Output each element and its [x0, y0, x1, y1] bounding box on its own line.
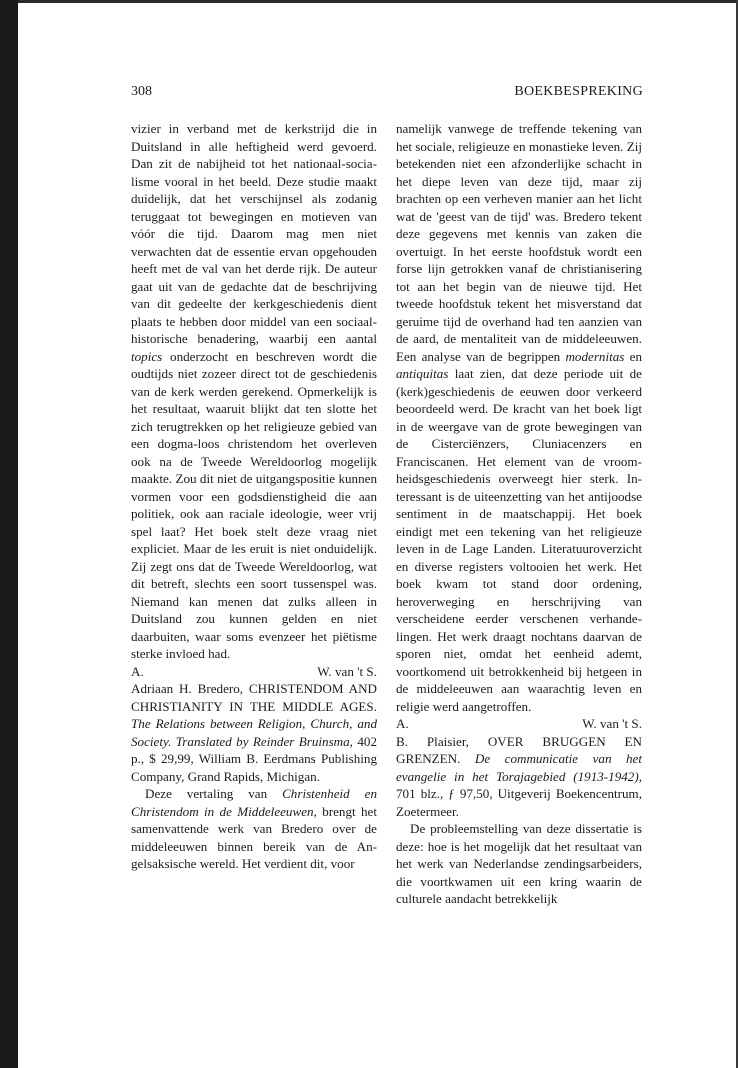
- review-body-paragraph: vizier in verband met de kerkstrijd die in Duitsland in alle heftigheid werd gevoerd. Dan zit de nabijheid tot het nationaal-socialisme vooral in het beeld. Deze studie maakt duidelijk, dat het verschijnsel als zodanig teruggaat tot bewegingen en motieven van vóór die tijd. Daarom mag men niet verwachten dat de essentie ervan opgehouden heeft met de val van het derde rijk. De auteur gaat uit van de gedachte dat de beschrijving van dit gedeelte der kerkgeschiedenis dient plaats te hebben door middel van een sociaal-historische benadering, waarbij een aantal topics onderzocht en beschreven wordt die oudtijds niet zozeer direct tot de geschiedenis van de kerk werden gerekend. Opmerkelijk is het resultaat, waaruit blijkt dat ten slotte het zich terugtrekken op het religieuze gebied van een dogma-loos christendom het overleven ook na de Tweede Wereldoorlog mogelijk maakte. Zou dit niet de uitgangspositie kunnen vormen voor een godsdienstigheid die aan politiek, ook aan raciale ideologie, weer vrij spel laat? Het boek stelt deze vraag niet expliciet. Maar de les eruit is niet onduidelijk. Zij zegt ons dat de Tweede Wereldoorlog, wat dit betreft, slechts een soort tussenspel was. Niemand kan menen dat zulks alleen in Duitsland zou kunnen gelden en niet daarbuiten, waar soms evenzeer het piëtisme sterke invloed had.: [131, 121, 377, 661]
- signature-line: [396, 715, 642, 733]
- review-body-paragraph: De probleemstelling van deze dissertatie is deze: hoe is het mogelijk dat het resultaat van het werk van Nederlandse zendingsarbeiders, die voortkwamen uit een kring waarin de culturele aandacht betrekkelijk: [396, 821, 642, 906]
- signature-initial: A.: [131, 663, 144, 679]
- reviewer-name: W. van 't S.: [317, 663, 377, 679]
- running-head: BOEKBESPREKING: [514, 84, 643, 99]
- book-citation: B. Plaisier, OVER BRUGGEN EN GRENZEN. De communicatie van het evangelie in het Torajagebied (1913-1942), 701 blz., ƒ 97,50, Uitgeverij Boekencentrum, Zoetermeer.: [396, 733, 642, 819]
- review-body-paragraph: Deze vertaling van Christenheid en Christendom in de Middeleeuwen, brengt het samenvattende werk van Bredero over de middeleeuwen binnen bereik van de Angelsaksische wereld. Het verdient dit, voor: [131, 786, 377, 871]
- right-column: [396, 120, 642, 908]
- page-number: 308: [131, 84, 152, 99]
- review-body-paragraph: namelijk vanwege de treffende tekening van het sociale, religieuze en monastieke leven. Zij betekenden niet een afzonderlijke schacht in het diepe leven van deze tijd, maar zij brachten op een verheven manier aan het licht wat de 'geest van de tijd' was. Bredero tekent deze gegevens met kennis van zaken die overtuigt. In het eerste hoofdstuk wordt een forse lijn getrokken vanaf de christianisering tot aan het begin van de nieuwe tijd. Het tweede hoofdstuk tekent het misverstand dat geruime tijd de overhand had ten aanzien van de aard, de mentaliteit van de middeleeuwen. Een analyse van de begrippen modernitas en antiquitas laat zien, dat deze periode uit de (kerk)geschiedenis de eeuwen door verkeerd beoordeeld werd. De kracht van het boek ligt in de weergave van de grote bewegingen van de Cisterciënzers, Cluniacenzers en Franciscanen. Het element van de vroomheidsgeschiedenis overweegt hier sterk. Interessant is de uiteenzetting van het antijoodse sentiment in de maatschappij. Het boek eindigt met een tekening van het religieuze leven in de Lage Landen. Literatuuroverzicht en diverse registers voltooien het werk. Het boek kwam tot stand door ordening, heroverweging en herschrijving van verscheidene eerder verschenen verhandelingen. Het werk draagt nochtans daarvan de sporen niet, omdat het eenheid ademt, voortkomend uit betrokkenheid bij hetgeen in de middeleeuwen aan waarachtig leven en religie werd aangetroffen.: [396, 121, 642, 714]
- reviewer-name: W. van 't S.: [582, 716, 642, 731]
- scan-edge-top: [0, 0, 738, 3]
- book-citation: Adriaan H. Bredero, CHRISTENDOM AND CHRISTIANITY IN THE MIDDLE AGES. The Relations between Religion, Church, and Society. Translated by Reinder Bruinsma, 402 p., $ 29,99, William B. Eerdmans Publishing Company, Grand Rapids, Michigan.: [131, 681, 378, 784]
- scan-edge-left: [0, 0, 18, 1068]
- signature-line: [131, 663, 377, 681]
- signature-initial: A.: [396, 716, 409, 731]
- left-column: [131, 120, 377, 873]
